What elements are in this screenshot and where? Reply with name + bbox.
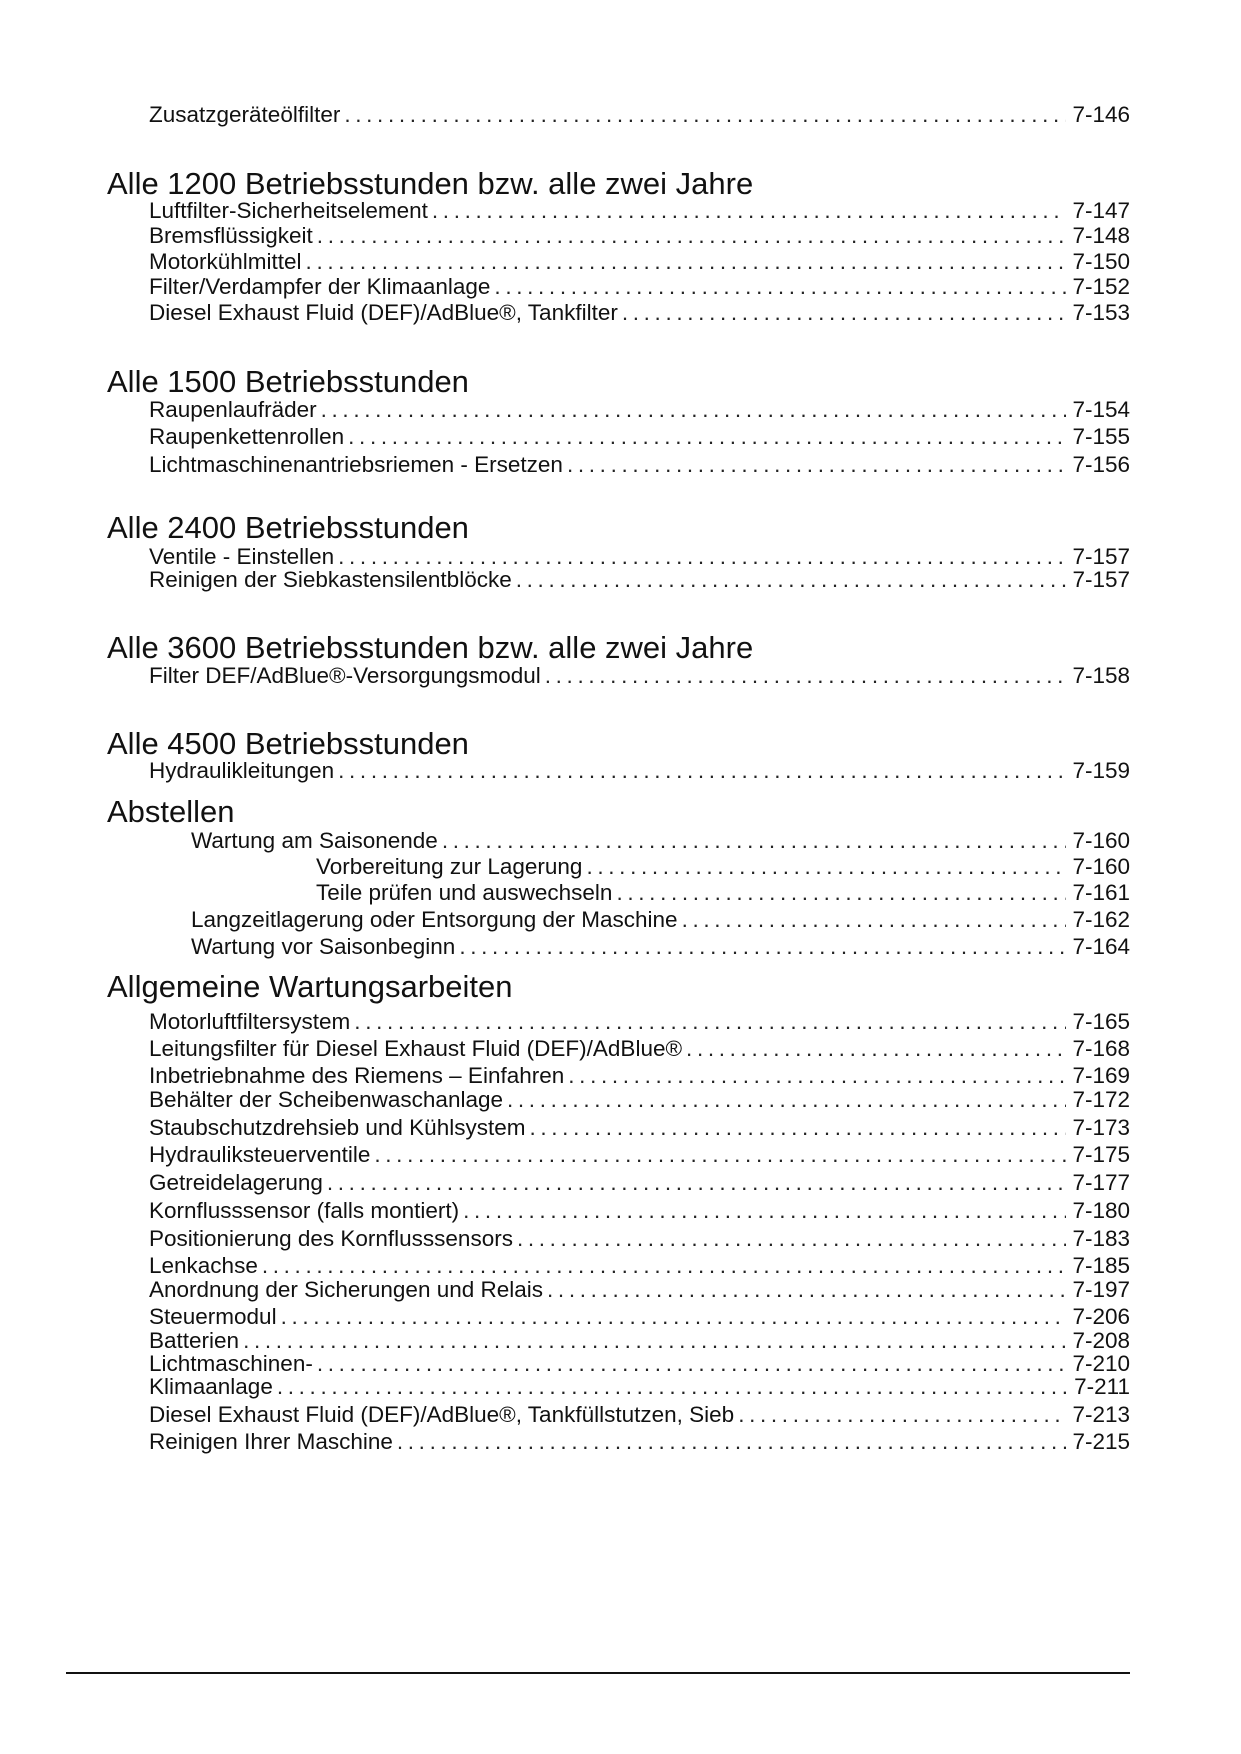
- toc-entry-page-number: 7-206: [1072, 1304, 1130, 1329]
- toc-entry[interactable]: [149, 1086, 1130, 1114]
- dot-leader: [463, 1197, 1066, 1225]
- toc-entry-page-number: 7-147: [1072, 198, 1130, 223]
- toc-entry-page-number: 7-208: [1072, 1328, 1130, 1353]
- toc-entry[interactable]: [149, 1428, 1130, 1456]
- toc-entry-page-number: 7-159: [1072, 758, 1130, 783]
- toc-entry[interactable]: [191, 827, 1130, 855]
- toc-entry-label: Motorkühlmittel: [149, 249, 302, 274]
- section-heading: Alle 3600 Betriebsstunden bzw. alle zwei Jahre: [107, 630, 754, 665]
- dot-leader: [529, 1114, 1066, 1142]
- toc-entry-page-number: 7-168: [1072, 1036, 1130, 1061]
- toc-entry-page-number: 7-197: [1072, 1277, 1130, 1302]
- dot-leader: [321, 396, 1067, 424]
- toc-entry-label: Hydrauliksteuerventile: [149, 1142, 371, 1167]
- toc-entry-page-number: 7-161: [1072, 880, 1130, 905]
- dot-leader: [686, 1035, 1066, 1063]
- toc-entry-label: Hydraulikleitungen: [149, 758, 335, 783]
- toc-entry-label: Kornflusssensor (falls montiert): [149, 1198, 460, 1223]
- toc-entry[interactable]: [149, 662, 1130, 690]
- toc-entry-page-number: 7-169: [1072, 1063, 1130, 1088]
- section-heading: Alle 1200 Betriebsstunden bzw. alle zwei Jahre: [107, 166, 754, 201]
- dot-leader: [494, 273, 1066, 301]
- dot-leader: [317, 222, 1067, 250]
- dot-leader: [432, 197, 1067, 225]
- toc-entry[interactable]: [149, 101, 1130, 129]
- toc-entry-page-number: 7-172: [1072, 1087, 1130, 1112]
- toc-entry-page-number: 7-156: [1072, 452, 1130, 477]
- toc-entry-label: Motorluftfiltersystem: [149, 1009, 351, 1034]
- toc-entry[interactable]: [149, 1035, 1130, 1063]
- toc-entry-page-number: 7-213: [1072, 1402, 1130, 1427]
- toc-entry[interactable]: [149, 1169, 1130, 1197]
- toc-entry-label: Luftfilter-Sicherheitselement: [149, 198, 428, 223]
- toc-entry-label: Lichtmaschinen-: [149, 1351, 313, 1376]
- toc-entry-label: Reinigen der Siebkastensilentblöcke: [149, 567, 512, 592]
- toc-entry-label: Bremsflüssigkeit: [149, 223, 313, 248]
- toc-entry-page-number: 7-211: [1074, 1374, 1130, 1399]
- toc-entry-label: Steuermodul: [149, 1304, 277, 1329]
- toc-entry[interactable]: [149, 757, 1130, 785]
- toc-entry[interactable]: [149, 273, 1130, 301]
- toc-entry-label: Filter/Verdampfer der Klimaanlage: [149, 274, 491, 299]
- toc-entry[interactable]: [191, 933, 1130, 961]
- toc-entry-label: Raupenkettenrollen: [149, 424, 345, 449]
- dot-leader: [567, 451, 1067, 479]
- toc-entry-page-number: 7-215: [1072, 1429, 1130, 1454]
- toc-entry-page-number: 7-177: [1072, 1170, 1130, 1195]
- toc-entry-label: Leitungsfilter für Diesel Exhaust Fluid (DEF)/AdBlue®: [149, 1036, 683, 1061]
- toc-entry-label: Klimaanlage: [149, 1374, 273, 1399]
- section-heading: Abstellen: [107, 794, 235, 829]
- dot-leader: [622, 299, 1067, 327]
- toc-entry-page-number: 7-175: [1072, 1142, 1130, 1167]
- toc-entry-label: Zusatzgeräteölfilter: [149, 102, 341, 127]
- dot-leader: [682, 906, 1067, 934]
- toc-entry-label: Vorbereitung zur Lagerung: [316, 854, 583, 879]
- toc-entry-page-number: 7-150: [1072, 249, 1130, 274]
- toc-entry-page-number: 7-146: [1072, 102, 1130, 127]
- dot-leader: [507, 1086, 1066, 1114]
- toc-entry[interactable]: [149, 1373, 1130, 1401]
- toc-entry[interactable]: [149, 396, 1130, 424]
- toc-entry-page-number: 7-155: [1072, 424, 1130, 449]
- toc-entry-label: Anordnung der Sicherungen und Relais: [149, 1277, 544, 1302]
- dot-leader: [545, 662, 1067, 690]
- toc-entry-label: Getreidelagerung: [149, 1170, 323, 1195]
- toc-entry-label: Diesel Exhaust Fluid (DEF)/AdBlue®, Tankfüllstutzen, Sieb: [149, 1402, 735, 1427]
- toc-entry-page-number: 7-162: [1072, 907, 1130, 932]
- toc-entry[interactable]: [149, 1225, 1130, 1253]
- dot-leader: [374, 1141, 1066, 1169]
- toc-entry[interactable]: [149, 197, 1130, 225]
- dot-leader: [338, 757, 1066, 785]
- toc-entry-label: Wartung am Saisonende: [191, 828, 438, 853]
- toc-entry[interactable]: [149, 1141, 1130, 1169]
- toc-entry[interactable]: [149, 222, 1130, 250]
- toc-entry-label: Lenkachse: [149, 1253, 258, 1278]
- toc-entry-page-number: 7-183: [1072, 1226, 1130, 1251]
- toc-entry-label: Wartung vor Saisonbeginn: [191, 934, 456, 959]
- toc-entry-page-number: 7-157: [1072, 567, 1130, 592]
- toc-entry-page-number: 7-160: [1072, 854, 1130, 879]
- toc-entry[interactable]: [316, 853, 1130, 881]
- toc-entry[interactable]: [316, 879, 1130, 907]
- toc-entry-page-number: 7-164: [1072, 934, 1130, 959]
- toc-entry-page-number: 7-185: [1072, 1253, 1130, 1278]
- section-heading: Alle 2400 Betriebsstunden: [107, 510, 469, 545]
- section-heading: Allgemeine Wartungsarbeiten: [107, 969, 513, 1004]
- toc-entry-label: Behälter der Scheibenwaschanlage: [149, 1087, 503, 1112]
- toc-entry-label: Lichtmaschinenantriebsriemen - Ersetzen: [149, 452, 563, 477]
- section-heading: Alle 1500 Betriebsstunden: [107, 364, 469, 399]
- dot-leader: [277, 1373, 1068, 1401]
- dot-leader: [459, 933, 1066, 961]
- dot-leader: [517, 1225, 1067, 1253]
- toc-entry-page-number: 7-165: [1072, 1009, 1130, 1034]
- toc-entry-page-number: 7-158: [1072, 663, 1130, 688]
- toc-entry[interactable]: [149, 1276, 1130, 1304]
- toc-entry-label: Diesel Exhaust Fluid (DEF)/AdBlue®, Tankfilter: [149, 300, 618, 325]
- toc-entry-label: Langzeitlagerung oder Entsorgung der Maschine: [191, 907, 678, 932]
- dot-leader: [616, 879, 1066, 907]
- toc-entry-page-number: 7-210: [1072, 1351, 1130, 1376]
- toc-entry[interactable]: [149, 1197, 1130, 1225]
- toc-entry[interactable]: [149, 423, 1130, 451]
- toc-entry[interactable]: [149, 451, 1130, 479]
- dot-leader: [306, 248, 1067, 276]
- toc-entry-label: Raupenlaufräder: [149, 397, 317, 422]
- toc-entry-page-number: 7-148: [1072, 223, 1130, 248]
- toc-entry[interactable]: [149, 1008, 1130, 1036]
- toc-entry-label: Reinigen Ihrer Maschine: [149, 1429, 393, 1454]
- dot-leader: [344, 101, 1066, 129]
- dot-leader: [547, 1276, 1066, 1304]
- toc-entry[interactable]: [191, 906, 1130, 934]
- toc-entry-page-number: 7-153: [1072, 300, 1130, 325]
- section-heading: Alle 4500 Betriebsstunden: [107, 726, 469, 761]
- toc-entry-label: Positionierung des Kornflusssensors: [149, 1226, 513, 1251]
- dot-leader: [348, 423, 1066, 451]
- toc-entry-label: Staubschutzdrehsieb und Kühlsystem: [149, 1115, 526, 1140]
- toc-entry-label: Batterien: [149, 1328, 240, 1353]
- dot-leader: [354, 1008, 1066, 1036]
- toc-entry-label: Filter DEF/AdBlue®-Versorgungsmodul: [149, 663, 541, 688]
- dot-leader: [442, 827, 1067, 855]
- toc-entry-label: Ventile - Einstellen: [149, 544, 335, 569]
- toc-entry-label: Inbetriebnahme des Riemens – Einfahren: [149, 1063, 565, 1088]
- dot-leader: [397, 1428, 1067, 1456]
- dot-leader: [516, 566, 1067, 594]
- toc-entry[interactable]: [149, 299, 1130, 327]
- toc-entry[interactable]: [149, 248, 1130, 276]
- toc-entry-page-number: 7-180: [1072, 1198, 1130, 1223]
- dot-leader: [586, 853, 1066, 881]
- toc-entry-label: Teile prüfen und auswechseln: [316, 880, 613, 905]
- toc-entry[interactable]: [149, 1401, 1130, 1429]
- toc-entry-page-number: 7-173: [1072, 1115, 1130, 1140]
- toc-entry-page-number: 7-160: [1072, 828, 1130, 853]
- toc-entry-page-number: 7-157: [1072, 544, 1130, 569]
- bottom-rule: [66, 1672, 1130, 1674]
- toc-entry-page-number: 7-154: [1072, 397, 1130, 422]
- dot-leader: [327, 1169, 1067, 1197]
- toc-entry-page-number: 7-152: [1072, 274, 1130, 299]
- toc-entry[interactable]: [149, 566, 1130, 594]
- toc-entry[interactable]: [149, 1114, 1130, 1142]
- dot-leader: [738, 1401, 1066, 1429]
